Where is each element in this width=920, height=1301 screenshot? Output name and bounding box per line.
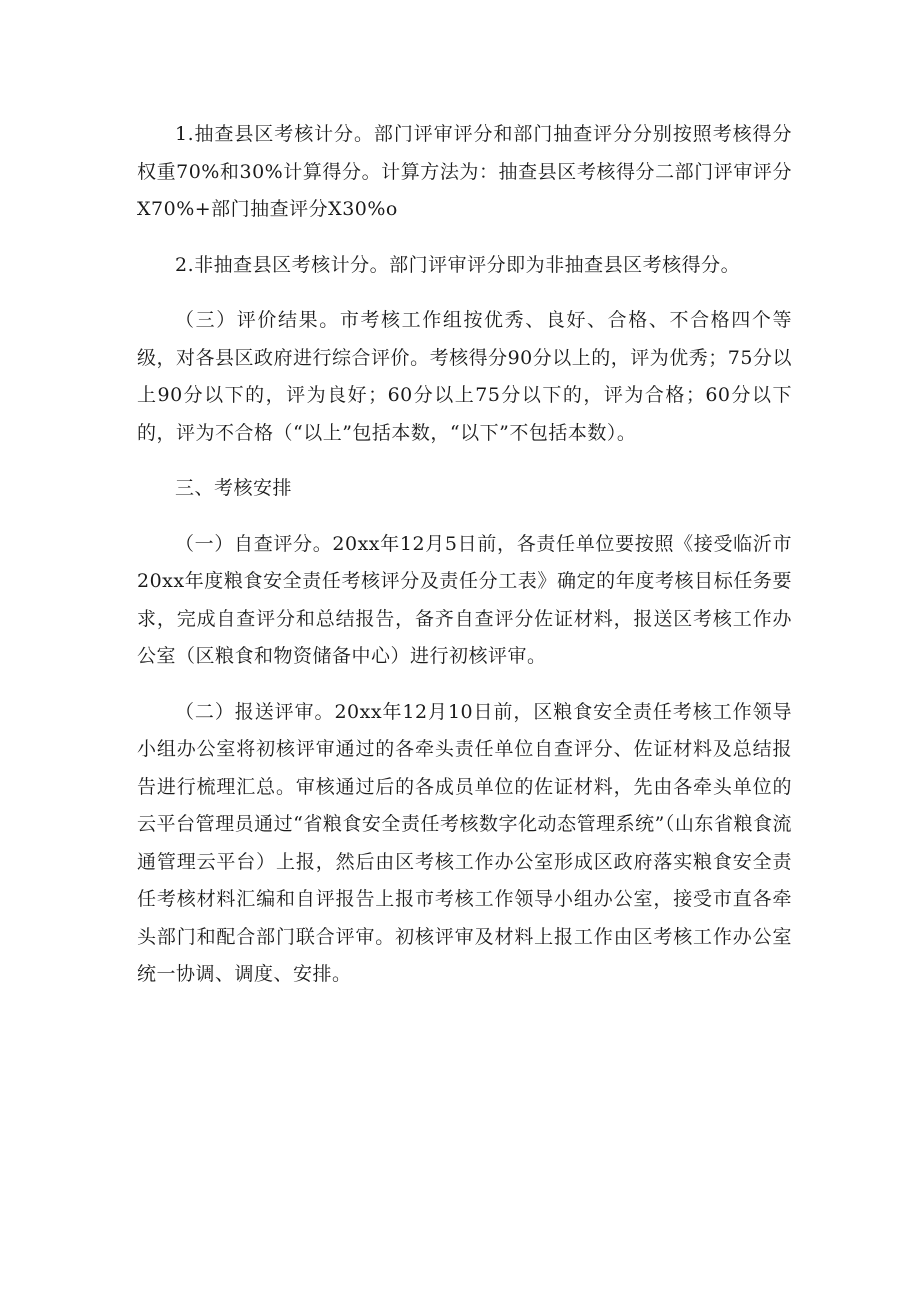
paragraph-county-sampling-scoring: 1.抽查县区考核计分。部门评审评分和部门抽查评分分别按照考核得分权重70%和30%计算得分。计算方法为：抽查县区考核得分二部门评审评分X70%+部门抽查评分X30%o (137, 123, 792, 220)
section-heading-assessment-arrangement: 三、考核安排 (175, 477, 293, 499)
paragraph-submission-review: （二）报送评审。20xx年12月10日前，区粮食安全责任考核工作领导小组办公室将初核评审通过的各牵头责任单位自查评分、佐证材料及总结报告进行梳理汇总。审核通过后的各成员单位的佐证材料，先由各牵头单位的云平台管理员通过“省粮食安全责任考核数字化动态管理系统”（山东省粮食流通管理云平台）上报，然后由区考核工作办公室形成区政府落实粮食安全责任考核材料汇编和自评报告上报市考核工作领导小组办公室，接受市直各牵头部门和配合部门联合评审。初核评审及材料上报工作由区考核工作办公室统一协调、调度、安排。 (137, 700, 792, 985)
paragraph-evaluation-results: （三）评价结果。市考核工作组按优秀、良好、合格、不合格四个等级，对各县区政府进行综合评价。考核得分90分以上的，评为优秀；75分以上90分以下的，评为良好；60分以上75分以下的，评为合格；60分以下的，评为不合格（“以上”包括本数，“以下”不包括本数）。 (137, 309, 792, 444)
paragraph-self-assessment: （一）自查评分。20xx年12月5日前，各责任单位要按照《接受临沂市20xx年度粮食安全责任考核评分及责任分工表》确定的年度考核目标任务要求，完成自查评分和总结报告，备齐自查评分佐证材料，报送区考核工作办公室（区粮食和物资储备中心）进行初核评审。 (137, 532, 792, 667)
document-body (137, 116, 792, 994)
paragraph-non-sampled-scoring: 2.非抽查县区考核计分。部门评审评分即为非抽查县区考核得分。 (175, 253, 741, 276)
